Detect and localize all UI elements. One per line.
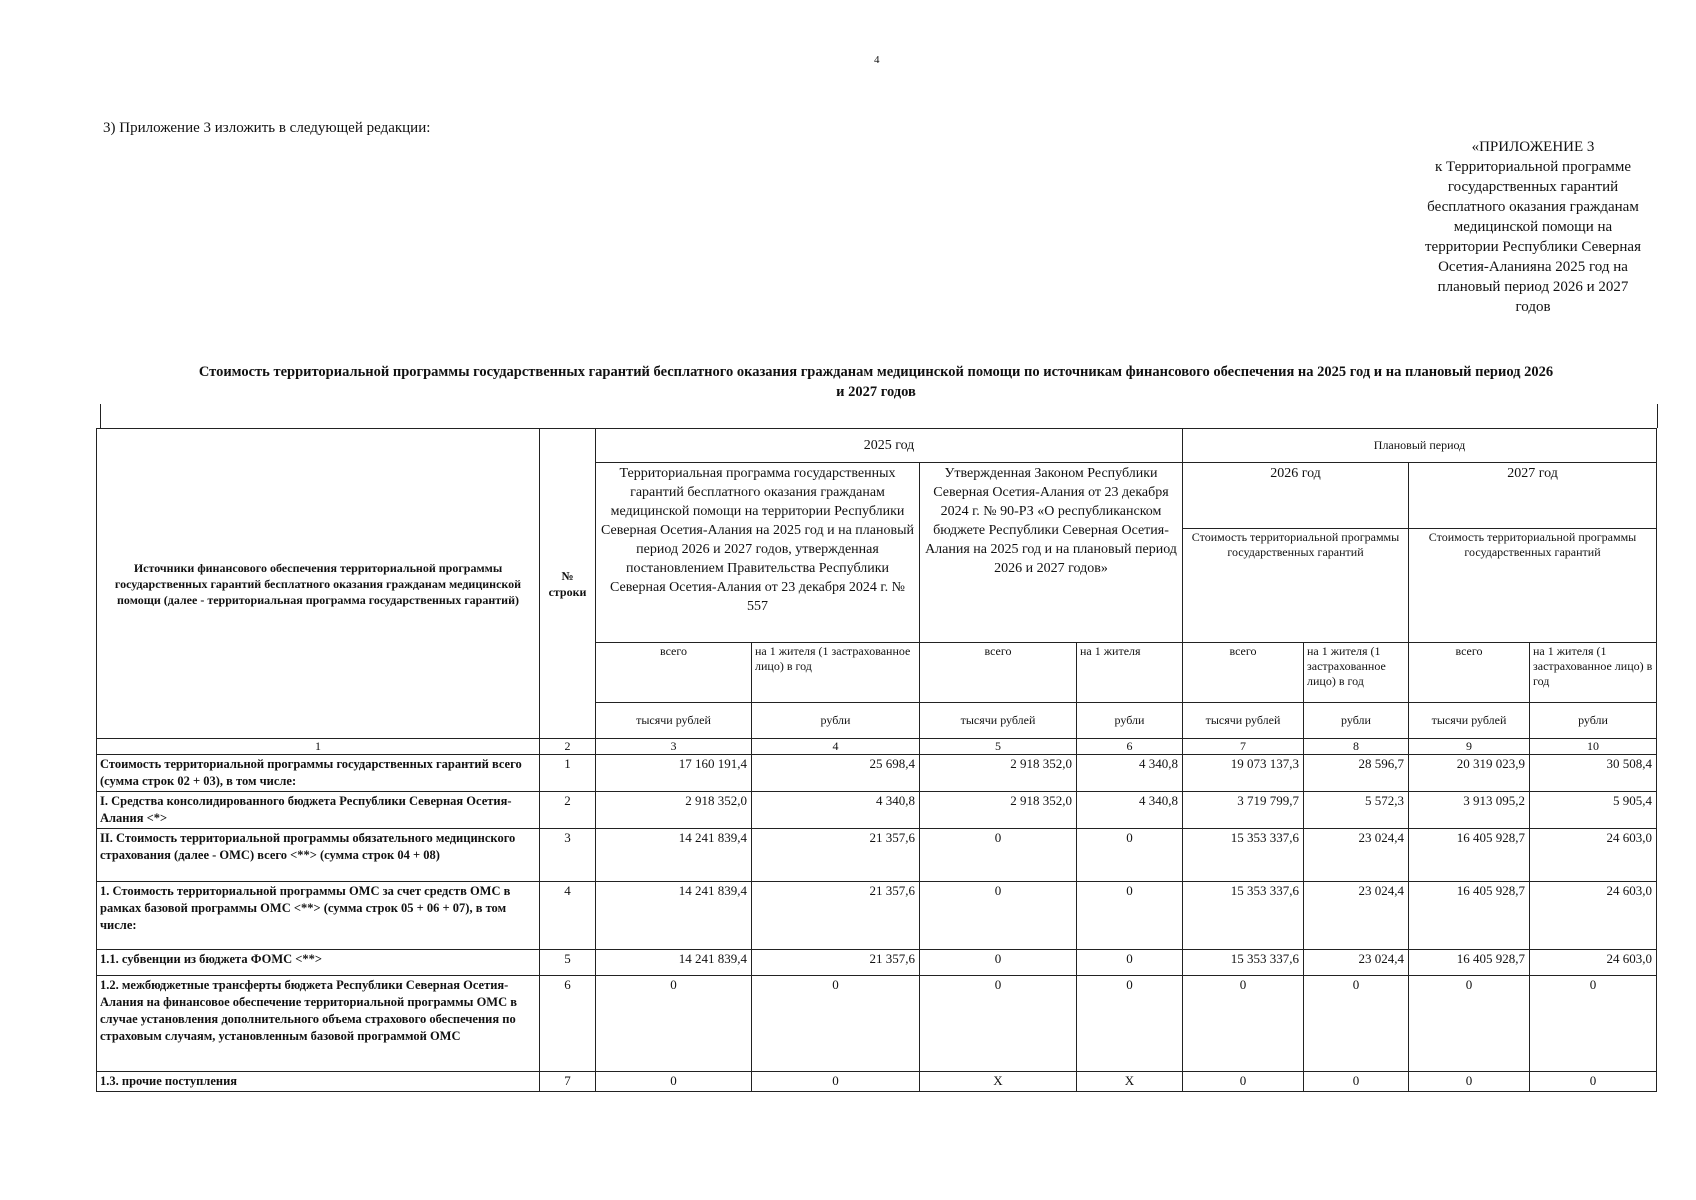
header-approved-law: Утвержденная Законом Республики Северная Осетия-Алания от 23 декабря 2024 г. № 90-РЗ «О республиканском бюджете Республики Северная Осетия-Алания на 2025 год и на плановый период 2026 и 2027 годов» [920,463,1183,643]
header-cost-2027: Стоимость территориальной программы государственных гарантий [1409,529,1657,643]
table-row [97,950,1657,976]
intro-text: 3) Приложение 3 изложить в следующей редакции: [103,120,431,136]
cell-value: 28 596,7 [1304,755,1409,792]
header-cost-2026: Стоимость территориальной программы государственных гарантий [1183,529,1409,643]
row-name: I. Средства консолидированного бюджета Республики Северная Осетия-Алания <*> [97,792,540,829]
row-name: 1. Стоимость территориальной программы ОМС за счет средств ОМС в рамках базовой программы ОМС <**> (сумма строк 05 + 06 + 07), в том числе: [97,882,540,950]
appendix-line: медицинской помощи на [1453,219,1613,235]
table-title [96,362,1656,402]
header-planned-period: Плановый период [1183,429,1657,463]
table-row [97,792,1657,829]
page-number: 4 [874,54,880,66]
header-per-resident-insured: на 1 жителя (1 застрахованное лицо) в год [1304,643,1409,703]
header-year-2027: 2027 год [1409,463,1657,529]
cell-value: 24 603,0 [1530,882,1657,950]
appendix-line: плановый период 2026 и 2027 [1437,279,1629,295]
row-number: 6 [540,976,596,1072]
cell-value: 15 353 337,6 [1183,950,1304,976]
column-number: 5 [920,739,1077,755]
row-number: 3 [540,829,596,882]
header-year-2025: 2025 год [596,429,1183,463]
cell-value: 16 405 928,7 [1409,829,1530,882]
cell-value: 17 160 191,4 [596,755,752,792]
cell-value: 3 719 799,7 [1183,792,1304,829]
header-unit-rub: рубли [1530,703,1657,739]
header-unit-thousand: тысячи рублей [1183,703,1304,739]
cell-value: 3 913 095,2 [1409,792,1530,829]
cell-value: 14 241 839,4 [596,882,752,950]
cell-value: 23 024,4 [1304,950,1409,976]
header-territorial-program: Территориальная программа государственных гарантий бесплатного оказания гражданам медицинской помощи на территории Республики Северная Осетия-Алания на 2025 год и на плановый период 2026 и 2027 годов, утвержденная постановлением Правительства Республики Северная Осетия-Алания от 23 декабря 2024 г. № 557 [596,463,920,643]
row-name: 1.3. прочие поступления [97,1072,540,1092]
column-number: 3 [596,739,752,755]
header-per-resident-insured: на 1 жителя (1 застрахованное лицо) в год [752,643,920,703]
table-row [97,1072,1657,1092]
cell-value: 2 918 352,0 [920,792,1077,829]
appendix-header [1383,137,1683,317]
header-unit-thousand: тысячи рублей [920,703,1077,739]
cell-value: 4 340,8 [1077,792,1183,829]
column-number: 10 [1530,739,1657,755]
table-row [97,755,1657,792]
row-name: 1.1. субвенции из бюджета ФОМС <**> [97,950,540,976]
row-number: 1 [540,755,596,792]
cell-value: 23 024,4 [1304,882,1409,950]
cell-value: 5 905,4 [1530,792,1657,829]
header-total: всего [1183,643,1304,703]
cost-table [96,428,1657,1092]
cell-value: 4 340,8 [1077,755,1183,792]
header-row-no: № строки [540,429,596,739]
cell-value: 24 603,0 [1530,829,1657,882]
row-number: 7 [540,1072,596,1092]
cell-value: 16 405 928,7 [1409,950,1530,976]
cell-value: 24 603,0 [1530,950,1657,976]
column-number: 2 [540,739,596,755]
header-per-resident: на 1 жителя [1077,643,1183,703]
row-number: 5 [540,950,596,976]
header-total: всего [596,643,752,703]
cell-value: 20 319 023,9 [1409,755,1530,792]
cell-value: 2 918 352,0 [596,792,752,829]
row-number: 4 [540,882,596,950]
cell-value: 4 340,8 [752,792,920,829]
header-unit-rub: рубли [752,703,920,739]
cell-value: 21 357,6 [752,882,920,950]
cell-value: 0 [1077,882,1183,950]
cell-value: X [1077,1072,1183,1092]
cell-value: 16 405 928,7 [1409,882,1530,950]
appendix-line: годов [1515,299,1551,315]
header-sources: Источники финансового обеспечения территориальной программы государственных гарантий бесплатного оказания гражданам медицинской помощи (далее - территориальная программа государственных гарантий) [97,429,540,739]
cell-value: 0 [752,1072,920,1092]
cell-value: 14 241 839,4 [596,829,752,882]
header-total: всего [1409,643,1530,703]
row-name: Стоимость территориальной программы государственных гарантий всего (сумма строк 02 + 03), в том числе: [97,755,540,792]
row-name: 1.2. межбюджетные трансферты бюджета Республики Северная Осетия-Алания на финансовое обеспечение территориальной программы ОМС в случае установления дополнительного объема страхового обеспечения по страховым случаям, установленным базовой программой ОМС [97,976,540,1072]
header-unit-thousand: тысячи рублей [596,703,752,739]
cell-value: 0 [1304,1072,1409,1092]
cell-value: 0 [1409,1072,1530,1092]
column-number: 9 [1409,739,1530,755]
cell-value: 0 [752,976,920,1072]
table-title-line: Стоимость территориальной программы государственных гарантий бесплатного оказания гражданам медицинской помощи по источникам финансового обеспечения на 2025 год и на плановый период 2026 [198,364,1554,380]
row-number: 2 [540,792,596,829]
table-row [97,882,1657,950]
cell-value: 0 [1077,829,1183,882]
cell-value: 0 [1530,1072,1657,1092]
cell-value: 0 [1077,976,1183,1072]
cell-value: 25 698,4 [752,755,920,792]
cell-value: 0 [1409,976,1530,1072]
cell-value: 21 357,6 [752,829,920,882]
header-unit-rub: рубли [1077,703,1183,739]
cell-value: 19 073 137,3 [1183,755,1304,792]
appendix-line: к Территориальной программе [1434,159,1632,175]
cell-value: 0 [596,1072,752,1092]
table-row [97,976,1657,1072]
appendix-line: бесплатного оказания гражданам [1427,199,1639,215]
column-number: 6 [1077,739,1183,755]
cell-value: 14 241 839,4 [596,950,752,976]
cell-value: 2 918 352,0 [920,755,1077,792]
cell-value: 21 357,6 [752,950,920,976]
cell-value: 0 [920,976,1077,1072]
header-year-2026: 2026 год [1183,463,1409,529]
cell-value: 0 [1304,976,1409,1072]
header-unit-rub: рубли [1304,703,1409,739]
appendix-line: государственных гарантий [1447,179,1619,195]
column-number: 8 [1304,739,1409,755]
cell-value: 0 [1077,950,1183,976]
table-title-line: и 2027 годов [836,384,916,400]
cell-value: 15 353 337,6 [1183,882,1304,950]
cell-value: 5 572,3 [1304,792,1409,829]
cell-value: 0 [596,976,752,1072]
appendix-line: «ПРИЛОЖЕНИЕ 3 [1471,139,1595,155]
cell-value: 0 [1530,976,1657,1072]
column-number: 4 [752,739,920,755]
cell-value: 30 508,4 [1530,755,1657,792]
table-row [97,829,1657,882]
cell-value: X [920,1072,1077,1092]
cell-value: 23 024,4 [1304,829,1409,882]
cell-value: 0 [920,829,1077,882]
header-per-resident-insured: на 1 жителя (1 застрахованное лицо) в год [1530,643,1657,703]
cell-value: 0 [1183,976,1304,1072]
column-number: 1 [97,739,540,755]
cell-value: 0 [1183,1072,1304,1092]
appendix-line: территории Республики Северная [1425,239,1641,255]
header-total: всего [920,643,1077,703]
header-unit-thousand: тысячи рублей [1409,703,1530,739]
row-name: II. Стоимость территориальной программы обязательного медицинского страхования (далее - ОМС) всего <**> (сумма строк 04 + 08) [97,829,540,882]
table-top-frame [100,404,1658,428]
cell-value: 0 [920,882,1077,950]
appendix-line: Осетия-Аланияна 2025 год на [1438,259,1628,275]
cell-value: 0 [920,950,1077,976]
column-number: 7 [1183,739,1304,755]
cell-value: 15 353 337,6 [1183,829,1304,882]
